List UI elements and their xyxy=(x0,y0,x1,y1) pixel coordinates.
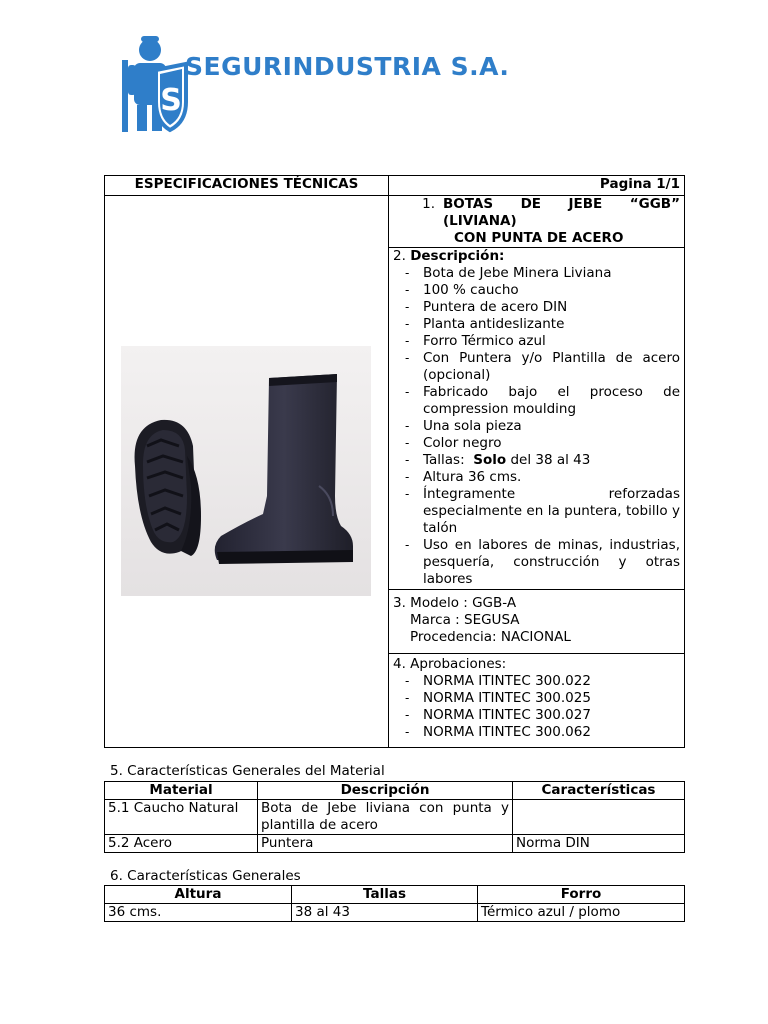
description-label: Descripción: xyxy=(410,248,505,264)
description-cell xyxy=(389,248,685,590)
product-title-word: JEBE xyxy=(568,196,603,212)
tallas-bold: Solo xyxy=(473,452,507,468)
material-cell: 5.2 Acero xyxy=(105,835,258,853)
material-header: Material xyxy=(105,782,258,800)
rubber-boot-photo xyxy=(121,346,371,596)
material-cell: Puntera xyxy=(258,835,513,853)
description-item: - Fabricado bajo el proceso de compression moulding xyxy=(423,384,680,418)
general-table xyxy=(104,885,685,922)
product-title-word: DE xyxy=(520,196,542,212)
shield-letter: S xyxy=(160,83,182,118)
general-header: Tallas xyxy=(292,886,478,904)
general-header: Forro xyxy=(478,886,685,904)
description-item: - 100 % caucho xyxy=(423,282,680,299)
approval-item: - NORMA ITINTEC 300.027 xyxy=(423,707,680,724)
product-title-word: BOTAS xyxy=(443,196,494,212)
description-number: 2. xyxy=(393,248,406,264)
description-item: - Altura 36 cms. xyxy=(423,469,680,486)
material-header: Descripción xyxy=(258,782,513,800)
material-cell: Bota de Jebe liviana con punta y plantilla de acero xyxy=(258,800,513,835)
product-title-cell xyxy=(389,196,685,248)
material-cell: Norma DIN xyxy=(513,835,685,853)
description-item-tallas xyxy=(423,452,680,469)
description-item: - Uso en labores de minas, industrias, pesquería, construcción y otras labores xyxy=(423,537,680,588)
material-header: Características xyxy=(513,782,685,800)
brand-line: Marca : SEGUSA xyxy=(410,612,520,628)
tallas-suffix: del 38 al 43 xyxy=(510,452,591,468)
spec-header-left: ESPECIFICACIONES TÉCNICAS xyxy=(105,176,389,196)
approval-item: - NORMA ITINTEC 300.062 xyxy=(423,724,680,741)
section6-title: 6. Características Generales xyxy=(110,868,301,884)
description-item: - Planta antideslizante xyxy=(423,316,680,333)
spec-table xyxy=(104,175,685,748)
description-item: - Puntera de acero DIN xyxy=(423,299,680,316)
product-photo-cell xyxy=(105,196,389,748)
general-cell: 38 al 43 xyxy=(292,904,478,922)
approval-item: - NORMA ITINTEC 300.025 xyxy=(423,690,680,707)
table-row xyxy=(105,904,685,922)
company-logo xyxy=(112,30,512,145)
description-list xyxy=(393,265,680,588)
product-title-number: 1. xyxy=(422,196,435,212)
table-row xyxy=(105,800,685,835)
general-header: Altura xyxy=(105,886,292,904)
company-name: SEGURINDUSTRIA S.A. xyxy=(185,52,510,81)
section5-title: 5. Características Generales del Material xyxy=(110,763,385,779)
table-row xyxy=(105,835,685,853)
approval-item: - NORMA ITINTEC 300.022 xyxy=(423,673,680,690)
origin-line: Procedencia: NACIONAL xyxy=(410,629,571,645)
safety-worker-shield-icon xyxy=(112,30,512,145)
material-table xyxy=(104,781,685,853)
spec-header-right: Pagina 1/1 xyxy=(389,176,685,196)
product-title-line2: (LIVIANA) xyxy=(443,213,517,229)
general-cell: Térmico azul / plomo xyxy=(478,904,685,922)
approvals-list xyxy=(393,673,680,741)
description-item: - Íntegramente reforzadas especialmente en la puntera, tobillo y talón xyxy=(423,486,680,537)
product-title-word: “GGB” xyxy=(629,196,680,212)
material-cell xyxy=(513,800,685,835)
description-item: - Color negro xyxy=(423,435,680,452)
description-item: - Forro Térmico azul xyxy=(423,333,680,350)
product-title-line3: CON PUNTA DE ACERO xyxy=(454,230,624,246)
general-cell: 36 cms. xyxy=(105,904,292,922)
model-cell xyxy=(389,590,685,654)
approvals-title: 4. Aprobaciones: xyxy=(393,656,507,672)
model-line: 3. Modelo : GGB-A xyxy=(393,595,517,611)
tallas-prefix: Tallas: xyxy=(423,452,465,468)
description-item: - Bota de Jebe Minera Liviana xyxy=(423,265,680,282)
approvals-cell xyxy=(389,654,685,748)
description-item: - Con Puntera y/o Plantilla de acero (opcional) xyxy=(423,350,680,384)
material-cell: 5.1 Caucho Natural xyxy=(105,800,258,835)
description-item: - Una sola pieza xyxy=(423,418,680,435)
